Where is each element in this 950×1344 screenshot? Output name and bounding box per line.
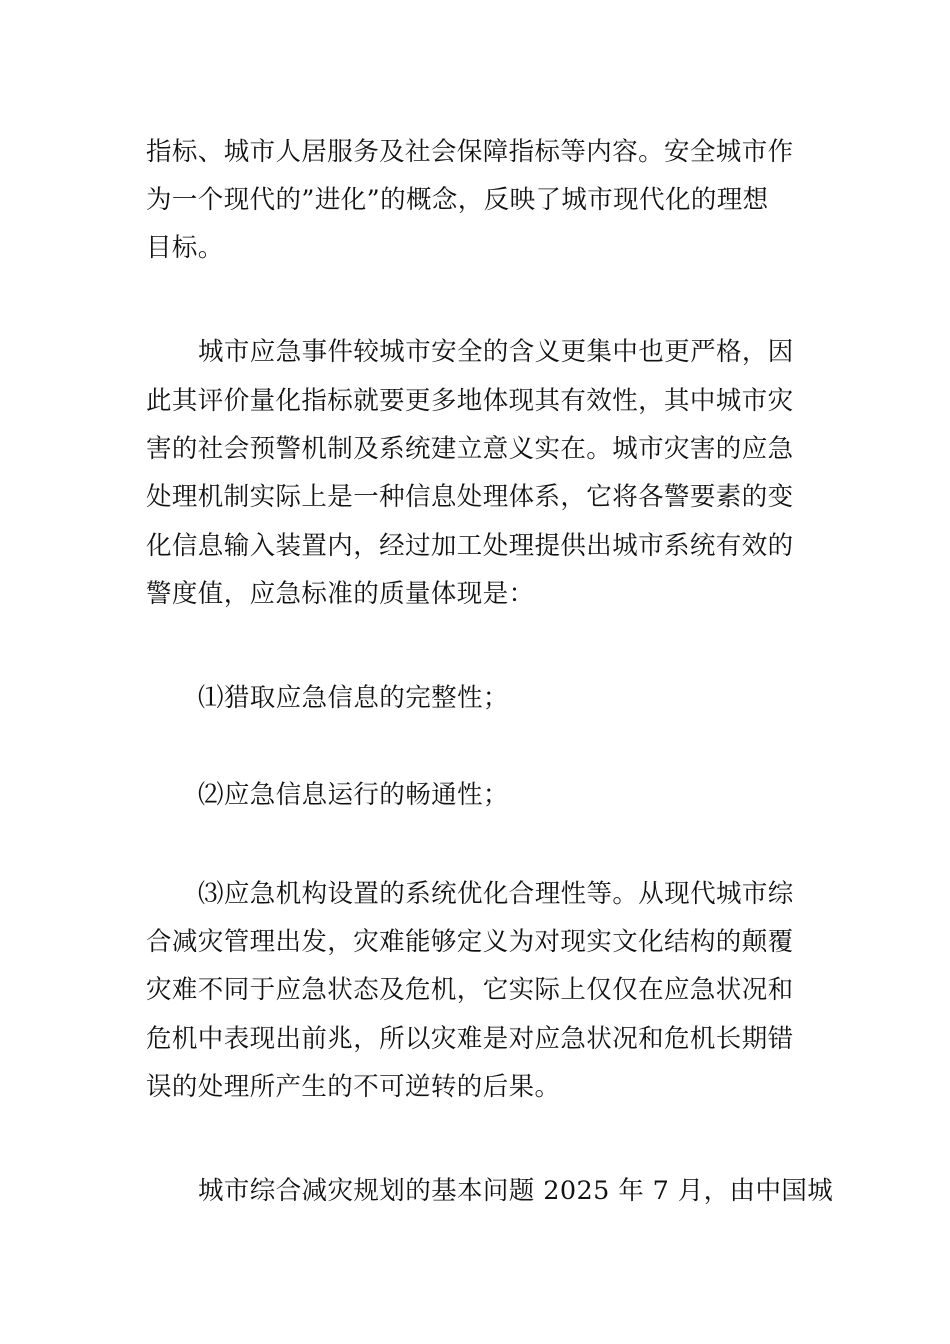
list-item: ⑶应急机构设置的系统优化合理性等。从现代城市综: [198, 879, 794, 909]
text-line: 城市综合减灾规划的基本问题 2025 年 7 月，由中国城: [198, 1176, 834, 1206]
text-line: 指标、城市人居服务及社会保障指标等内容。安全城市作: [146, 137, 794, 167]
text-line: 警度值，应急标准的质量体现是：: [146, 579, 535, 609]
text-line: 此其评价量化指标就要更多地体现其有效性，其中城市灾: [146, 386, 794, 416]
text-line: 化信息输入装置内，经过加工处理提供出城市系统有效的: [146, 531, 794, 561]
text-line: 误的处理所产生的不可逆转的后果。: [146, 1072, 561, 1102]
text-line: 危机中表现出前兆，所以灾难是对应急状况和危机长期错: [146, 1024, 794, 1054]
list-item: ⑴猎取应急信息的完整性；: [198, 683, 509, 713]
text-line: 城市应急事件较城市安全的含义更集中也更严格，因: [198, 337, 794, 367]
text-line: 目标。: [146, 233, 224, 263]
text-line: 为一个现代的”进化”的概念，反映了城市现代化的理想: [146, 185, 769, 215]
text-line: 灾难不同于应急状态及危机，它实际上仅仅在应急状况和: [146, 975, 794, 1005]
text-line: 害的社会预警机制及系统建立意义实在。城市灾害的应急: [146, 434, 794, 464]
list-item: ⑵应急信息运行的畅通性；: [198, 780, 509, 810]
text-line: 处理机制实际上是一种信息处理体系，它将各警要素的变: [146, 482, 794, 512]
text-line: 合减灾管理出发，灾难能够定义为对现实文化结构的颠覆: [146, 927, 794, 957]
